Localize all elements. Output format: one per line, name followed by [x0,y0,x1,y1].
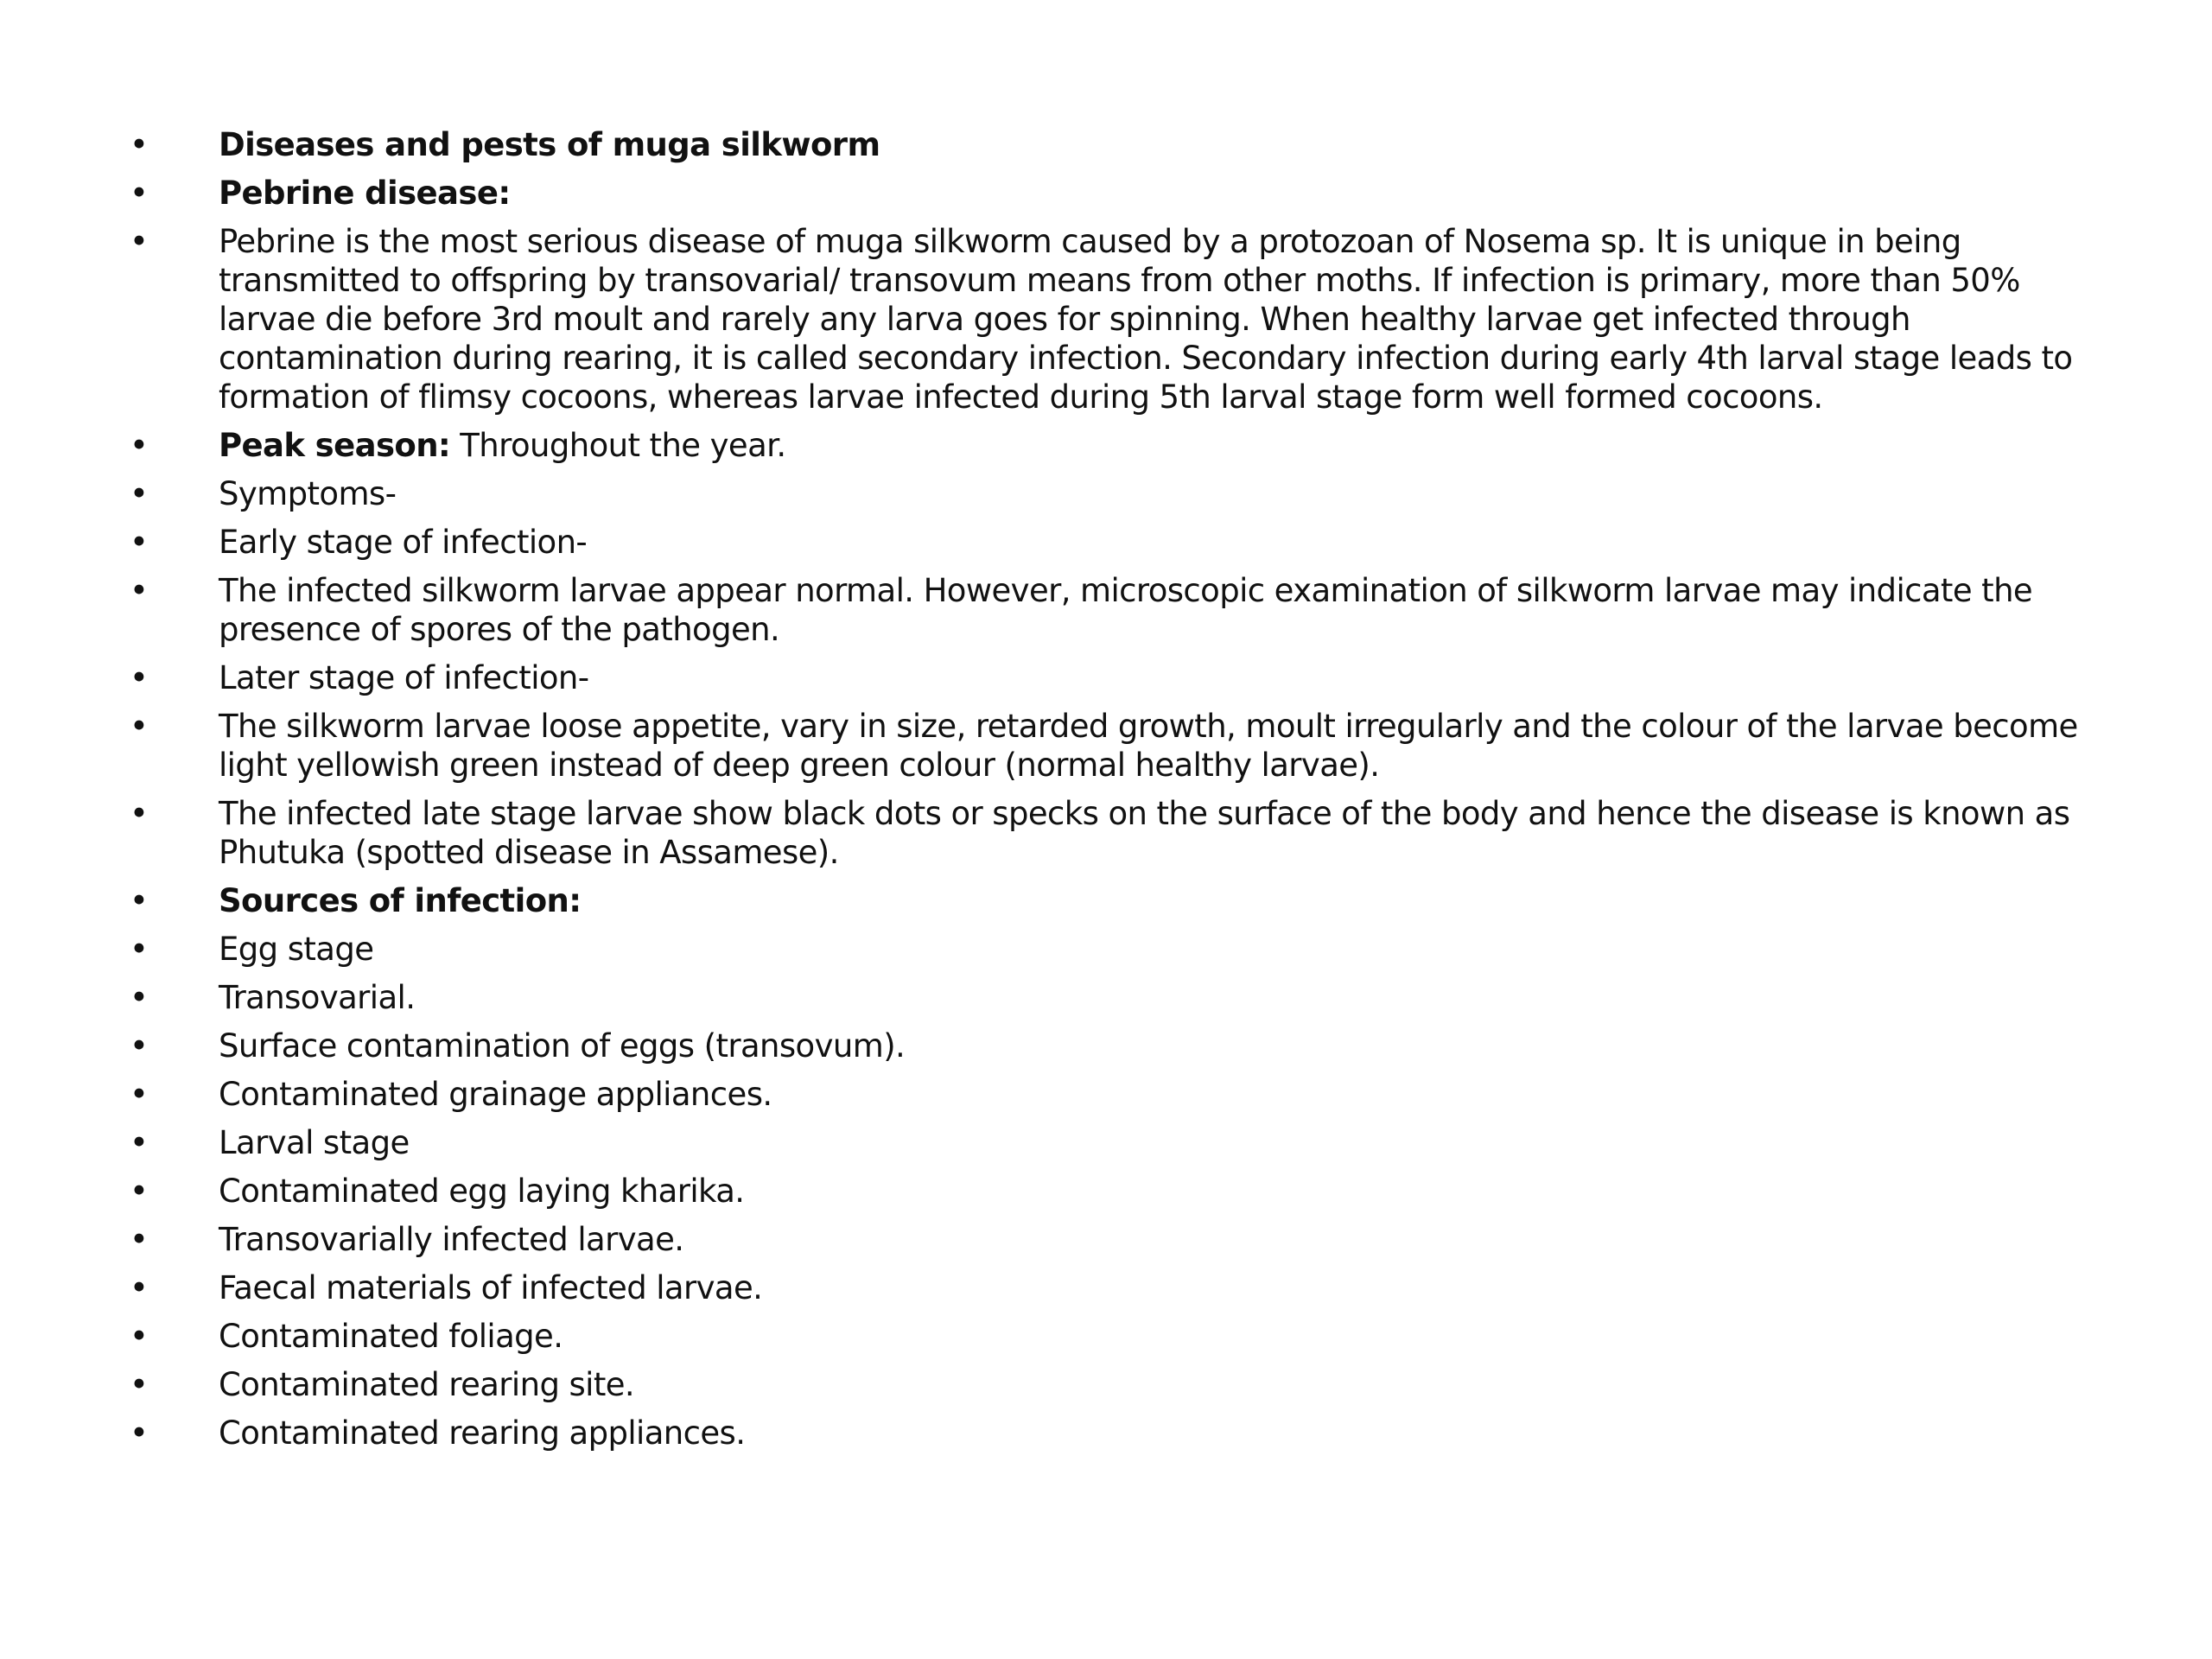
list-item [130,523,2091,562]
list-item [130,1414,2091,1452]
list-item-bold-label: Diseases and pests of muga silkworm [219,126,880,163]
bullet-icon: • [130,795,149,832]
list-item-text [219,1317,2091,1356]
list-item-body: The infected late stage larvae show black dots or specks on the surface of the body and hence the disease is known as Phutuka (spotted disease in Assamese). [219,795,2080,871]
list-item-body: Transovarially infected larvae. [219,1221,684,1258]
list-item-text [219,658,2091,697]
list-item-text [219,1172,2091,1211]
bullet-icon: • [130,708,149,745]
list-item [130,1027,2091,1065]
bullet-icon: • [130,572,149,609]
list-item-text [219,523,2091,562]
list-item [130,1220,2091,1259]
list-item-body: Contaminated rearing appliances. [219,1414,746,1452]
list-item-text [219,1268,2091,1307]
list-item-text [219,1123,2091,1162]
list-item [130,1123,2091,1162]
list-item-text [219,426,2091,465]
bullet-list [130,125,2091,1462]
list-item [130,1268,2091,1307]
list-item-text [219,1220,2091,1259]
list-item-bold-label: Pebrine disease: [219,175,511,212]
list-item-text [219,1365,2091,1404]
list-item [130,930,2091,969]
bullet-icon: • [130,1414,149,1452]
list-item-body: The infected silkworm larvae appear normal. However, microscopic examination of silkworm larvae may indicate the presence of spores of the pathogen. [219,572,2043,648]
list-item-text [219,794,2091,872]
list-item [130,707,2091,785]
bullet-icon: • [130,1124,149,1161]
bullet-icon: • [130,931,149,968]
list-item-body: Later stage of infection- [219,659,589,696]
bullet-icon: • [130,1173,149,1210]
list-item-body: Throughout the year. [450,427,786,464]
list-item [130,571,2091,649]
list-item-body: Pebrine is the most serious disease of muga silkworm caused by a protozoan of Nosema sp. It is unique in being transmitted to offspring by transovarial/ transovum means from other moths. If infection is primary, more than 50% larvae die before 3rd moult and rarely any larva goes for spinning. When healthy larvae get infected through contamination during rearing, it is called secondary infection. Secondary infection during early 4th larval stage leads to formation of flimsy cocoons, whereas larvae infected during 5th larval stage form well formed cocoons. [219,223,2082,416]
bullet-icon: • [130,223,149,260]
bullet-icon: • [130,126,149,163]
list-item-body: Contaminated rearing site. [219,1366,635,1403]
bullet-icon: • [130,882,149,919]
list-item-text [219,1414,2091,1452]
list-item-text [219,881,2091,920]
list-item-body: Surface contamination of eggs (transovum). [219,1027,906,1065]
bullet-icon: • [130,979,149,1016]
list-item-body: The silkworm larvae loose appetite, vary in size, retarded growth, moult irregularly and the colour of the larvae become light yellowish green instead of deep green colour (normal healthy larvae). [219,708,2088,784]
list-item [130,1317,2091,1356]
list-item-text [219,930,2091,969]
bullet-icon: • [130,475,149,512]
list-item-body: Symptoms- [219,475,397,512]
list-item-body: Larval stage [219,1124,410,1161]
list-item [130,1075,2091,1114]
bullet-icon: • [130,1027,149,1065]
list-item-body: Faecal materials of infected larvae. [219,1269,763,1306]
list-item-text [219,174,2091,213]
list-item-bold-label: Sources of infection: [219,882,582,919]
list-item-text [219,571,2091,649]
list-item [130,125,2091,164]
bullet-icon: • [130,659,149,696]
list-item [130,174,2091,213]
bullet-icon: • [130,524,149,561]
list-item-body: Contaminated egg laying kharika. [219,1173,745,1210]
list-item [130,658,2091,697]
bullet-icon: • [130,1366,149,1403]
list-item [130,881,2091,920]
list-item-text [219,1027,2091,1065]
list-item-text [219,125,2091,164]
list-item-body: Early stage of infection- [219,524,588,561]
list-item-text [219,978,2091,1017]
list-item-body: Transovarial. [219,979,416,1016]
list-item [130,794,2091,872]
bullet-icon: • [130,1318,149,1355]
bullet-icon: • [130,1221,149,1258]
list-item [130,978,2091,1017]
bullet-icon: • [130,427,149,464]
list-item [130,1172,2091,1211]
bullet-icon: • [130,1076,149,1113]
list-item-body: Contaminated grainage appliances. [219,1076,772,1113]
list-item-text [219,707,2091,785]
list-item [130,426,2091,465]
bullet-icon: • [130,175,149,212]
bullet-icon: • [130,1269,149,1306]
list-item-bold-label: Peak season: [219,427,451,464]
list-item [130,222,2091,416]
list-item-body: Contaminated foliage. [219,1318,563,1355]
list-item [130,1365,2091,1404]
list-item-text [219,474,2091,513]
list-item [130,474,2091,513]
list-item-body: Egg stage [219,931,374,968]
list-item-text [219,1075,2091,1114]
list-item-text [219,222,2091,416]
